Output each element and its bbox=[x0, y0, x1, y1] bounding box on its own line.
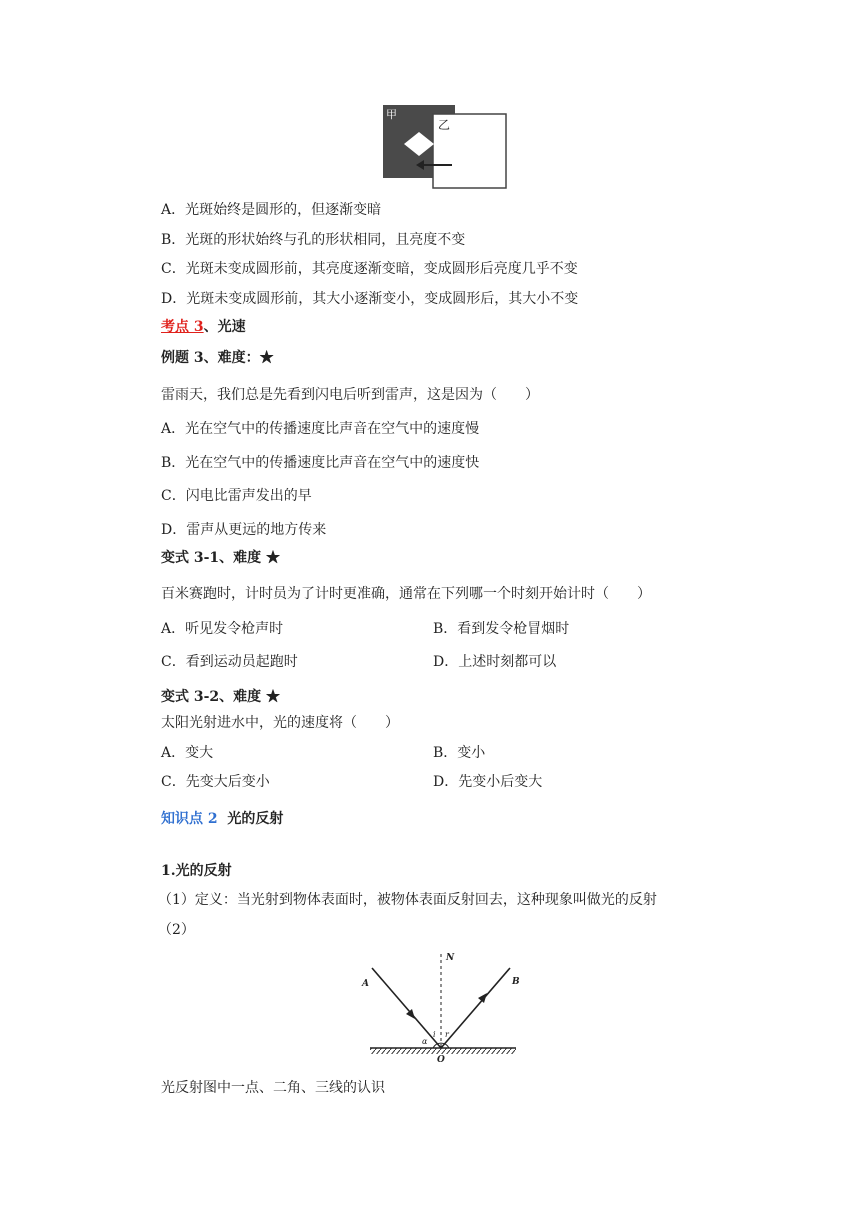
label-yi: 乙 bbox=[438, 118, 451, 132]
prev-option-a: A．光斑始终是圆形的，但逐渐变暗 bbox=[161, 202, 382, 218]
variant31-title: 变式 3-1、难度 ★ bbox=[161, 550, 281, 566]
variant32-option-a: A．变大 bbox=[161, 745, 214, 761]
reflection-diagram bbox=[360, 948, 522, 1064]
variant32-option-b: B．变小 bbox=[433, 745, 486, 761]
variant31-option-a: A．听见发令枪声时 bbox=[161, 621, 284, 637]
reflection-heading: 1.光的反射 bbox=[161, 863, 232, 879]
section3-heading bbox=[161, 318, 246, 336]
knowledge2-heading bbox=[161, 810, 283, 828]
section3-title: 、光速 bbox=[203, 319, 246, 335]
reflection-definition: （1）定义：当光射到物体表面时，被物体表面反射回去，这种现象叫做光的反射 bbox=[158, 892, 657, 908]
pinhole-figure bbox=[382, 104, 510, 190]
example3-option-a: A．光在空气中的传播速度比声音在空气中的速度慢 bbox=[161, 421, 480, 437]
label-o: O bbox=[437, 1055, 445, 1064]
label-b: B bbox=[512, 977, 520, 987]
prev-option-d: D．光斑未变成圆形前，其大小逐渐变小，变成圆形后，其大小不变 bbox=[161, 291, 579, 307]
incident-arrow bbox=[406, 1009, 415, 1019]
label-jia: 甲 bbox=[386, 108, 397, 121]
prev-option-b: B．光斑的形状始终与孔的形状相同，且亮度不变 bbox=[161, 232, 466, 248]
section3-label: 考点 3 bbox=[161, 319, 204, 335]
knowledge2-label: 知识点 2 bbox=[161, 811, 218, 827]
example3-question: 雷雨天，我们总是先看到闪电后听到雷声，这是因为（ ） bbox=[161, 387, 539, 403]
example3-option-c: C．闪电比雷声发出的早 bbox=[161, 488, 312, 504]
label-i: i bbox=[433, 1030, 436, 1039]
variant31-question: 百米赛跑时，计时员为了计时更准确，通常在下列哪一个时刻开始计时（ ） bbox=[161, 586, 651, 602]
reflected-arrow bbox=[478, 993, 487, 1003]
reflection-item2: （2） bbox=[158, 922, 195, 938]
variant31-option-b: B．看到发令枪冒烟时 bbox=[433, 621, 570, 637]
variant32-title: 变式 3-2、难度 ★ bbox=[161, 689, 281, 705]
mirror-hatching bbox=[370, 1048, 516, 1054]
example3-option-d: D．雷声从更远的地方传来 bbox=[161, 522, 327, 538]
reflection-caption: 光反射图中一点、二角、三线的认识 bbox=[161, 1080, 385, 1096]
incident-ray bbox=[372, 968, 441, 1048]
knowledge2-title: 光的反射 bbox=[227, 811, 284, 827]
reflected-ray bbox=[441, 968, 510, 1048]
label-a: A bbox=[362, 979, 369, 989]
variant31-option-c: C．看到运动员起跑时 bbox=[161, 654, 298, 670]
label-alpha: α bbox=[422, 1037, 428, 1046]
variant31-option-d: D．上述时刻都可以 bbox=[433, 654, 557, 670]
prev-option-c: C．光斑未变成圆形前，其亮度逐渐变暗，变成圆形后亮度几乎不变 bbox=[161, 261, 578, 277]
label-r: r bbox=[445, 1030, 449, 1039]
variant32-option-c: C．先变大后变小 bbox=[161, 774, 270, 790]
variant32-question: 太阳光射进水中，光的速度将（ ） bbox=[161, 715, 399, 731]
variant32-option-d: D．先变小后变大 bbox=[433, 774, 543, 790]
label-n: N bbox=[446, 953, 455, 963]
example3-title: 例题 3、难度：★ bbox=[161, 350, 274, 366]
example3-option-b: B．光在空气中的传播速度比声音在空气中的速度快 bbox=[161, 455, 480, 471]
